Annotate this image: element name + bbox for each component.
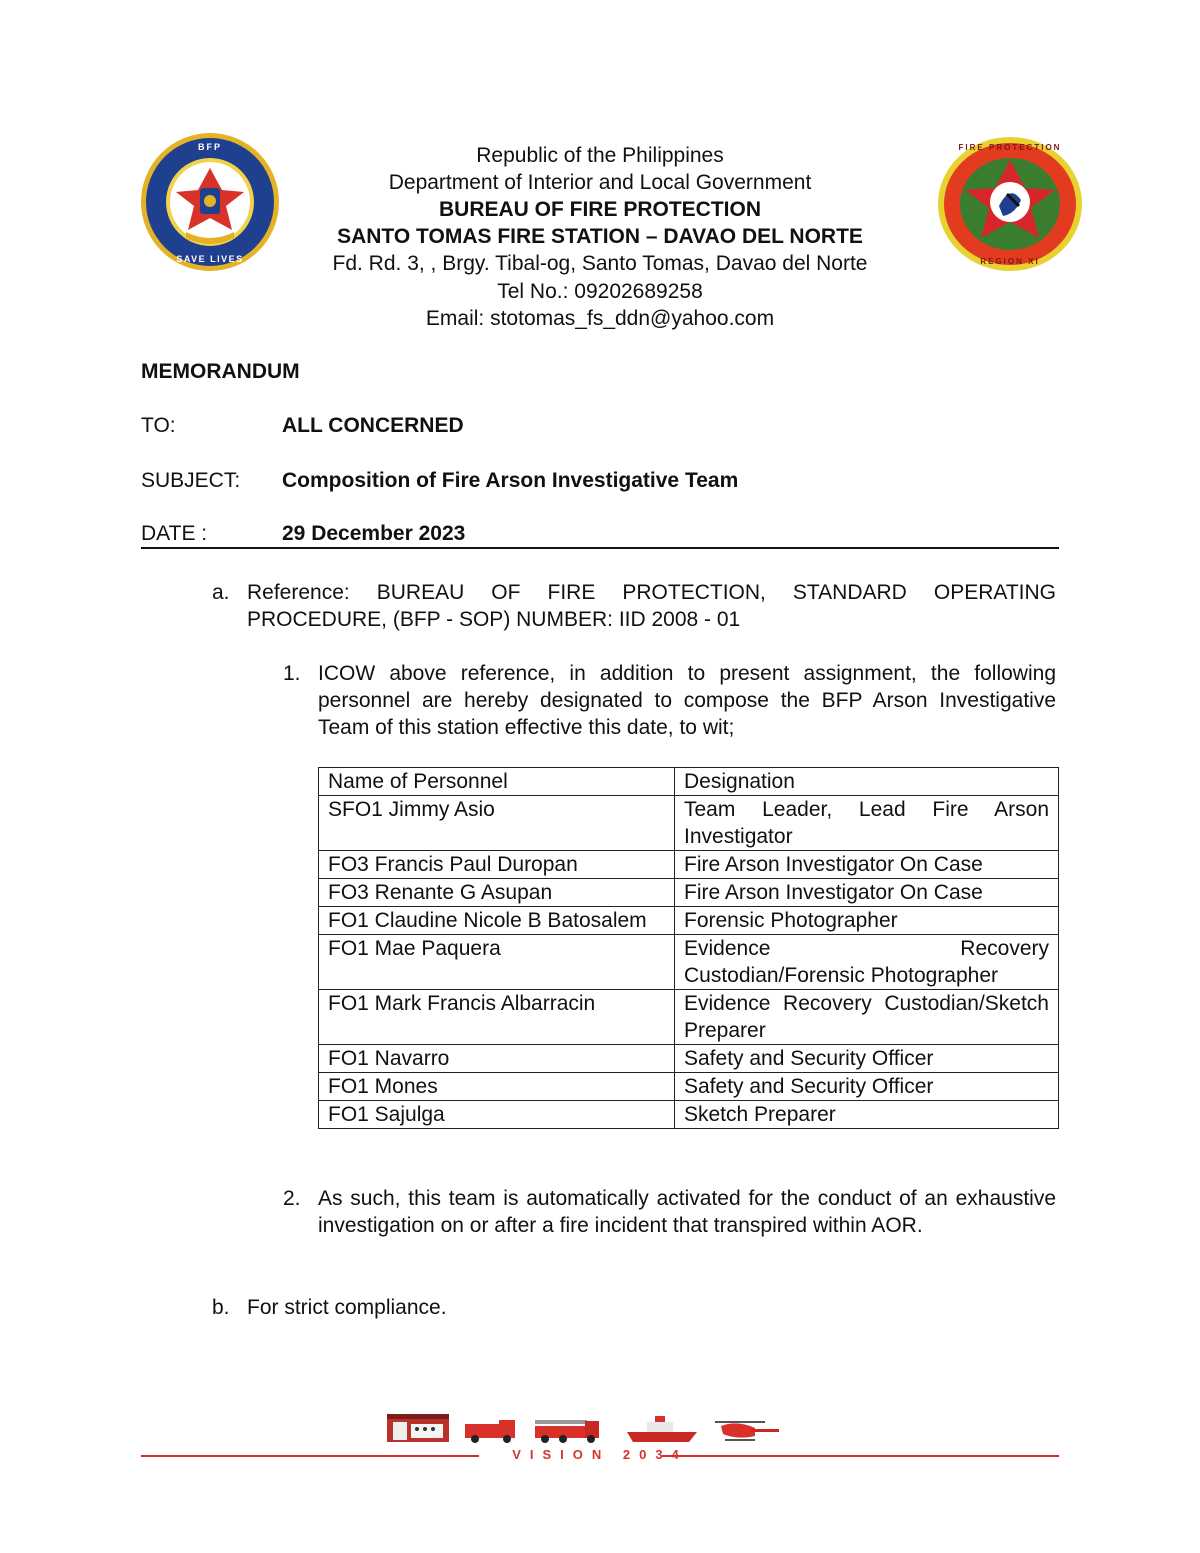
- personnel-name: FO1 Mones: [319, 1073, 675, 1101]
- item-1-text: ICOW above reference, in addition to present assignment, the following personnel are hereby designated to compose the BFP Arson Investigative Team of this station effective this date, to wit;: [318, 662, 1056, 739]
- svg-text:REGION XI: REGION XI: [980, 257, 1040, 266]
- item-1-marker: 1.: [283, 662, 301, 685]
- table-row: [319, 796, 1059, 851]
- svg-text:SAVE LIVES: SAVE LIVES: [176, 254, 244, 264]
- personnel-name: SFO1 Jimmy Asio: [319, 796, 675, 851]
- item-2-text: As such, this team is automatically activated for the conduct of an exhaustive investigation on or after a fire incident that transpired within AOR.: [318, 1187, 1056, 1237]
- header-tel: Tel No.: 09202689258: [497, 280, 703, 303]
- personnel-name: FO1 Navarro: [319, 1045, 675, 1073]
- item-a-text: Reference: BUREAU OF FIRE PROTECTION, STANDARD OPERATING PROCEDURE, (BFP - SOP) NUMBER: IID 2008 - 01: [247, 581, 1056, 631]
- personnel-designation: Safety and Security Officer: [675, 1073, 1059, 1101]
- personnel-name: FO3 Francis Paul Duropan: [319, 851, 675, 879]
- to-label: TO:: [141, 414, 176, 437]
- header-divider: [141, 547, 1059, 549]
- table-header-name: Name of Personnel: [319, 768, 675, 796]
- personnel-table: [318, 767, 1059, 1129]
- subject-value: Composition of Fire Arson Investigative Team: [282, 469, 739, 492]
- table-row: [319, 1073, 1059, 1101]
- table-row: [319, 935, 1059, 990]
- personnel-name: FO1 Claudine Nicole B Batosalem: [319, 907, 675, 935]
- svg-text:FIRE PROTECTION: FIRE PROTECTION: [958, 143, 1062, 152]
- table-row: [319, 879, 1059, 907]
- personnel-designation: Fire Arson Investigator On Case: [675, 879, 1059, 907]
- date-value: 29 December 2023: [282, 522, 466, 545]
- header-address: Fd. Rd. 3, , Brgy. Tibal-og, Santo Tomas, Davao del Norte: [332, 252, 868, 275]
- personnel-name: FO1 Mae Paquera: [319, 935, 675, 990]
- personnel-designation: Fire Arson Investigator On Case: [675, 851, 1059, 879]
- personnel-designation: Safety and Security Officer: [675, 1045, 1059, 1073]
- item-b-text: For strict compliance.: [247, 1296, 447, 1319]
- table-row: [319, 1045, 1059, 1073]
- item-a-marker: a.: [212, 581, 230, 604]
- personnel-designation: Forensic Photographer: [675, 907, 1059, 935]
- header-department: Department of Interior and Local Government: [388, 171, 812, 194]
- header-agency: BUREAU OF FIRE PROTECTION: [438, 198, 761, 221]
- header-email: Email: stotomas_fs_ddn@yahoo.com: [425, 307, 775, 330]
- table-header-row: [319, 768, 1059, 796]
- subject-label: SUBJECT:: [141, 469, 241, 492]
- personnel-designation: Sketch Preparer: [675, 1101, 1059, 1129]
- table-row: [319, 907, 1059, 935]
- table-header-designation: Designation: [675, 768, 1059, 796]
- personnel-name: FO3 Renante G Asupan: [319, 879, 675, 907]
- svg-text:BFP: BFP: [198, 142, 222, 152]
- date-label: DATE :: [141, 522, 208, 545]
- item-2-marker: 2.: [283, 1187, 301, 1210]
- personnel-designation: Team Leader, Lead Fire Arson Investigator: [675, 796, 1059, 851]
- table-row: [319, 1101, 1059, 1129]
- item-b-marker: b.: [212, 1296, 230, 1319]
- table-row: [319, 990, 1059, 1045]
- header-republic: Republic of the Philippines: [476, 144, 724, 167]
- fire-vehicles-illustration: [385, 1412, 785, 1444]
- personnel-name: FO1 Sajulga: [319, 1101, 675, 1129]
- to-value: ALL CONCERNED: [282, 414, 464, 437]
- personnel-designation: Evidence Recovery Custodian/Forensic Photographer: [675, 935, 1059, 990]
- vision-2034-tagline: VISION 2034: [512, 1447, 688, 1462]
- header-station: SANTO TOMAS FIRE STATION – DAVAO DEL NORTE: [337, 225, 863, 248]
- personnel-designation: Evidence Recovery Custodian/Sketch Preparer: [675, 990, 1059, 1045]
- memo-title: MEMORANDUM: [141, 360, 300, 383]
- personnel-name: FO1 Mark Francis Albarracin: [319, 990, 675, 1045]
- table-row: [319, 851, 1059, 879]
